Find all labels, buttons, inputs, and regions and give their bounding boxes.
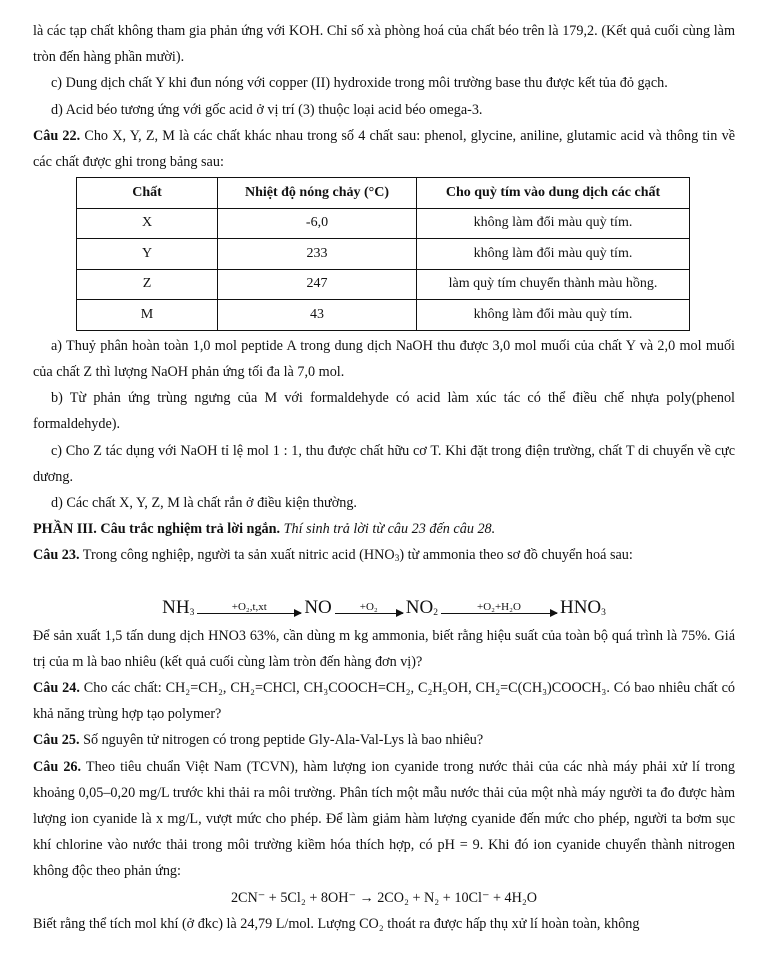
arrow-2-condition: +O₂ bbox=[359, 600, 378, 613]
reaction-arrow-3 bbox=[441, 601, 557, 614]
table-cell: X bbox=[77, 208, 218, 239]
table-cell: không làm đổi màu quỳ tím. bbox=[417, 208, 690, 239]
arrow-1-condition: +O₂,t,xt bbox=[231, 600, 267, 613]
question-26 bbox=[33, 754, 735, 885]
part-3-title: PHẦN III. Câu trắc nghiệm trả lời ngắn. bbox=[33, 521, 281, 538]
table-cell: Z bbox=[77, 269, 218, 300]
statement-d: d) Các chất X, Y, Z, M là chất rắn ở điều kiện thường. bbox=[51, 494, 357, 511]
table-cell: Y bbox=[77, 239, 218, 270]
paragraph-saponification: là các tạp chất không tham gia phản ứng với KOH. Chỉ số xà phòng hoá của chất béo trên là 179,2. (Kết quả cuối cùng làm tròn đến hàng phần mười). bbox=[33, 23, 735, 66]
formula-no: NO bbox=[304, 596, 332, 618]
statement-a: a) Thuỷ phân hoàn toàn 1,0 mol peptide A trong dung dịch NaOH thu được 3,0 mol muối của chất Y và 2,0 mol muối của chất Z thì lượng NaOH phản ứng tối đa là 7,0 mol. bbox=[33, 337, 735, 380]
question-22-label: Câu 22. bbox=[33, 127, 81, 144]
reaction-arrow-2 bbox=[335, 601, 403, 614]
table-header-row bbox=[77, 178, 690, 209]
statement-c-previous: c) Dung dịch chất Y khi đun nóng với copper (II) hydroxide trong môi trường base thu được kết tủa đỏ gạch. bbox=[51, 75, 668, 92]
statement-b: b) Từ phản ứng trùng ngưng của M với formaldehyde có acid làm xúc tác có thể điều chế nhựa poly(phenol formaldehyde). bbox=[33, 390, 735, 433]
column-header-melting-point: Nhiệt độ nóng chảy (°C) bbox=[218, 178, 417, 209]
table-cell: 247 bbox=[218, 269, 417, 300]
question-23-body: Để sản xuất 1,5 tấn dung dịch HNO3 63%, cần dùng m kg ammonia, biết rằng hiệu suất của toàn bộ quá trình là 75%. Giá trị của m là bao nhiêu (kết quả cuối cùng làm tròn đến hàng đơn vị)? bbox=[33, 627, 735, 670]
question-25 bbox=[33, 727, 735, 753]
statement-d-previous: d) Acid béo tương ứng với gốc acid ở vị trí (3) thuộc loại acid béo omega-3. bbox=[51, 101, 483, 118]
question-26-label: Câu 26. bbox=[33, 758, 82, 775]
statement-c: c) Cho Z tác dụng với NaOH tỉ lệ mol 1 : 1, thu được chất hữu cơ T. Khi đặt trong điện trường, chất T di chuyển về cực dương. bbox=[33, 442, 735, 485]
table-cell: -6,0 bbox=[218, 208, 417, 239]
formula-no2: $NO_2$ bbox=[405, 596, 438, 618]
question-22 bbox=[33, 123, 735, 175]
part-3-heading bbox=[33, 516, 735, 542]
question-26-text: Theo tiêu chuẩn Việt Nam (TCVN), hàm lượng ion cyanide trong nước thải của các nhà máy phải xử lí trong khoảng 0,05–0,20 mg/L trước khi thải ra môi trường. Phân tích một mẫu nước thải của một nhà máy người ta đo được hàm lượng ion cyanide là x mg/L, vượt mức cho phép. Để làm giảm hàm lượng cyanide đến mức cho phép, người ta bơm sục khí chlorine vào nước thải trong môi trường kiềm hóa thích hợp, có pH = 9. Khi đó ion cyanide chuyển thành nitrogen không độc theo phản ứng: bbox=[33, 758, 735, 880]
arrow-3-condition: +O₂+H₂O bbox=[477, 600, 521, 613]
table-row bbox=[77, 269, 690, 300]
formula-nh3: $NH_3$ bbox=[162, 596, 195, 618]
question-23: Câu 23. Trong công nghiệp, người ta sản xuất nitric acid $(HNO_3)$ từ ammonia theo sơ đồ chuyển hoá sau: bbox=[33, 547, 633, 565]
reaction-arrow-1 bbox=[197, 601, 301, 614]
part-3-note: Thí sinh trả lời từ câu 23 đến câu 28. bbox=[280, 521, 496, 538]
column-header-substance: Chất bbox=[77, 178, 218, 209]
question-22-text: Cho X, Y, Z, M là các chất khác nhau trong số 4 chất sau: phenol, glycine, aniline, glutamic acid và thông tin về các chất được ghi trong bảng sau: bbox=[33, 127, 735, 171]
table-cell: 43 bbox=[218, 300, 417, 331]
question-24-label: Câu 24. bbox=[33, 679, 80, 696]
table-cell: làm quỳ tím chuyển thành màu hồng. bbox=[417, 269, 690, 300]
table-row bbox=[77, 208, 690, 239]
table-cell: không làm đổi màu quỳ tím. bbox=[417, 239, 690, 270]
reaction-scheme bbox=[33, 573, 735, 619]
formula-hno3: $HNO_3$ bbox=[559, 596, 606, 618]
document-page bbox=[33, 0, 735, 937]
table-row bbox=[77, 300, 690, 331]
question-24 bbox=[33, 675, 735, 727]
question-25-label: Câu 25. bbox=[33, 732, 80, 749]
table-cell: 233 bbox=[218, 239, 417, 270]
question-24-text: Cho các chất: CH₂=CH₂, CH₂=CHCl, CH₃COOCH=CH₂, C₂H₅OH, CH₂=C(CH₃)COOCH₃. Có bao nhiêu chất có khả năng trùng hợp tạo polymer? bbox=[33, 679, 735, 723]
table-cell: M bbox=[77, 300, 218, 331]
cyanide-equation: 2CN⁻ + 5Cl₂ + 8OH⁻ → 2CO₂ + N₂ + 10Cl⁻ + 4H₂O bbox=[230, 889, 538, 906]
question-23-label: Câu 23. bbox=[33, 547, 80, 564]
substance-table bbox=[76, 177, 690, 331]
table-row bbox=[77, 239, 690, 270]
question-25-text: Số nguyên tử nitrogen có trong peptide Gly-Ala-Val-Lys là bao nhiêu? bbox=[79, 732, 484, 749]
table-cell: không làm đổi màu quỳ tím. bbox=[417, 300, 690, 331]
column-header-litmus: Cho quỳ tím vào dung dịch các chất bbox=[417, 178, 690, 209]
question-26-last-line: Biết rằng thể tích mol khí (ở đkc) là 24,79 L/mol. Lượng CO₂ thoát ra được hấp thụ xử lí hoàn toàn, không bbox=[33, 915, 640, 932]
